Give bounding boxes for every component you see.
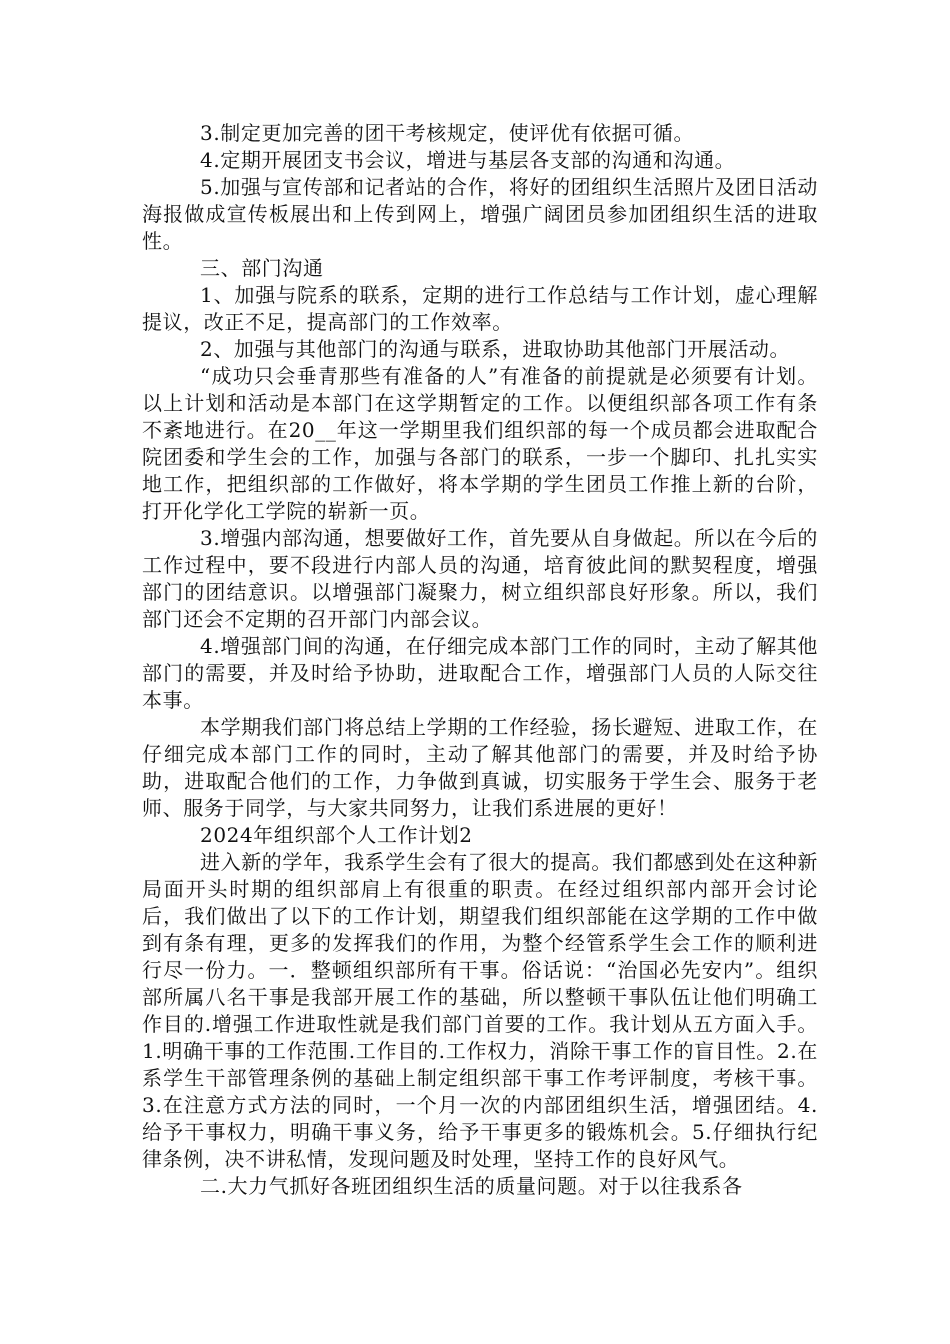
paragraph-inter-department: 4.增强部门间的沟通，在仔细完成本部门工作的同时，主动了解其他部门的需要，并及时给予协助，进取配合工作，增强部门人员的人际交往本事。 [142,634,818,712]
paragraph-communication-1: 1、加强与院系的联系，定期的进行工作总结与工作计划，虚心理解提议，改正不足，提高部门的工作效率。 [142,283,818,334]
paragraph-communication-2: 2、加强与其他部门的沟通与联系，进取协助其他部门开展活动。 [200,337,791,361]
paragraph-internal-communication: 3.增强内部沟通，想要做好工作，首先要从自身做起。所以在今后的工作过程中，要不段进行内部人员的沟通，培育彼此间的默契程度，增强部门的团结意识。以增强部门凝聚力，树立组织部良好形象。所以，我们部门还会不定期的召开部门内部会议。 [142,526,818,631]
paragraph-quality-issue: 二.大力气抓好各班团组织生活的质量问题。对于以往我系各 [200,1174,743,1198]
paragraph-item-5: 5.加强与宣传部和记者站的合作，将好的团组织生活照片及团日活动海报做成宣传板展出和上传到网上，增强广阔团员参加团组织生活的进取性。 [142,175,818,253]
paragraph-item-3: 3.制定更加完善的团干考核规定，使评优有依据可循。 [200,121,695,145]
document-body [142,120,818,1200]
paragraph-new-year-plan: 进入新的学年，我系学生会有了很大的提高。我们都感到处在这种新局面开头时期的组织部肩上有很重的职责。在经过组织部内部开会讨论后，我们做出了以下的工作计划，期望我们组织部能在这学期的工作中做到有条有理，更多的发挥我们的作用，为整个经管系学生会工作的顺利进行尽一份力。一．整顿组织部所有干事。俗话说：“治国必先安内”。组织部所属八名干事是我部开展工作的基础，所以整顿干事队伍让他们明确工作目的.增强工作进取性就是我们部门首要的工作。我计划从五方面入手。1.明确干事的工作范围.工作目的.工作权力，消除干事工作的盲目性。2.在系学生干部管理条例的基础上制定组织部干事工作考评制度，考核干事。3.在注意方式方法的同时，一个月一次的内部团组织生活，增强团结。4.给予干事权力，明确干事义务，给予干事更多的锻炼机会。5.仔细执行纪律条例，决不讲私情，发现问题及时处理，坚持工作的良好风气。 [142,850,818,1171]
paragraph-semester-summary: 本学期我们部门将总结上学期的工作经验，扬长避短、进取工作，在仔细完成本部门工作的同时，主动了解其他部门的需要，并及时给予协助，进取配合他们的工作，力争做到真诚，切实服务于学生会、服务于老师、服务于同学，与大家共同努力，让我们系进展的更好！ [142,715,818,820]
section-heading-department-communication: 三、部门沟通 [200,256,324,280]
section-title-plan-2: 2024年组织部个人工作计划2 [200,823,473,847]
paragraph-success-quote: “成功只会垂青那些有准备的人”有准备的前提就是必须要有计划。以上计划和活动是本部门在这学期暂定的工作。以便组织部各项工作有条不紊地进行。在20__年这一学期里我们组织部的每一个成员都会进取配合院团委和学生会的工作，加强与各部门的联系，一步一个脚印、扎扎实实地工作，把组织部的工作做好，将本学期的学生团员工作推上新的台阶，打开化学化工学院的崭新一页。 [142,364,818,523]
paragraph-item-4: 4.定期开展团支书会议，增进与基层各支部的沟通和沟通。 [200,148,736,172]
